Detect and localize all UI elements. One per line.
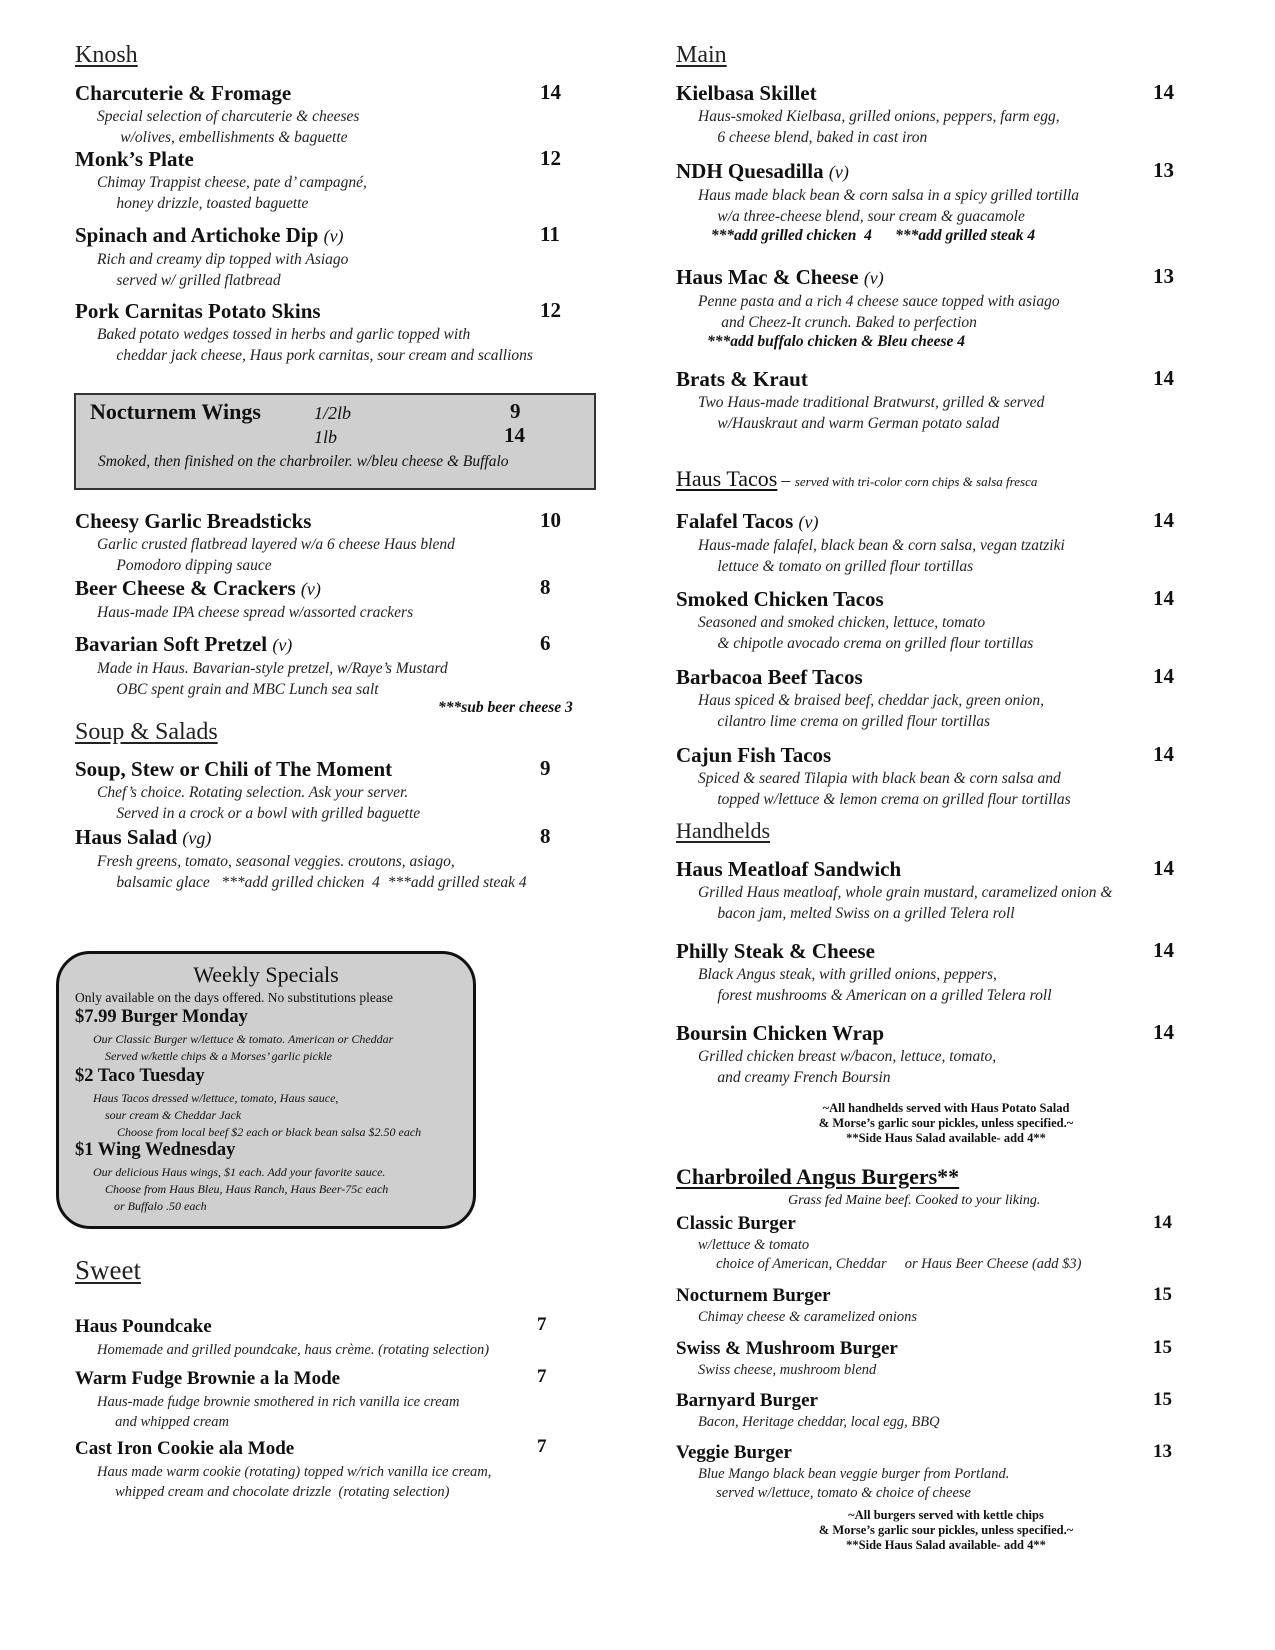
menu-item bbox=[676, 1389, 1196, 1432]
item-desc: Homemade and grilled poundcake, haus crème. (rotating selection) bbox=[97, 1342, 490, 1358]
item-desc: Haus-made IPA cheese spread w/assorted crackers bbox=[97, 604, 414, 621]
item-desc: Baked potato wedges tossed in herbs and garlic topped with cheddar jack cheese, Haus pork carnitas, sour cream and scallions bbox=[97, 326, 533, 364]
item-desc: Haus-made falafel, black bean & corn salsa, vegan tzatziki lettuce & tomato on grilled flour tortillas bbox=[698, 537, 1065, 575]
weekly-specials-box bbox=[56, 951, 476, 1229]
item-desc: Fresh greens, tomato, seasonal veggies. croutons, asiago, balsamic glace ***add grilled chicken 4 ***add grilled steak 4 bbox=[97, 853, 527, 891]
item-note: ***sub beer cheese 3 bbox=[438, 699, 573, 716]
item-price: 14 bbox=[1153, 1020, 1174, 1044]
item-tag: (vg) bbox=[182, 828, 212, 848]
item-price: 7 bbox=[537, 1436, 547, 1457]
item-name: Nocturnem Burger bbox=[676, 1285, 831, 1306]
item-desc: Black Angus steak, with grilled onions, peppers, forest mushrooms & American on a grilled Telera roll bbox=[698, 966, 1052, 1004]
menu-item bbox=[676, 264, 1196, 351]
item-price: 14 bbox=[1153, 742, 1174, 766]
item-name: Kielbasa Skillet bbox=[676, 81, 817, 105]
item-name: Haus Poundcake bbox=[75, 1316, 212, 1337]
menu-item bbox=[75, 222, 595, 291]
item-name: Beer Cheese & Crackers (v) bbox=[75, 576, 321, 600]
item-price: 6 bbox=[540, 631, 551, 655]
section-title-handhelds: Handhelds bbox=[676, 818, 771, 843]
section-title-tacos: Haus Tacos bbox=[676, 466, 778, 491]
item-price: 11 bbox=[540, 222, 560, 246]
handhelds-note: ~All handhelds served with Haus Potato Salad & Morse’s garlic sour pickles, unless specified.~ **Side Haus Salad available- add 4** bbox=[818, 1101, 1074, 1145]
item-price: 14 bbox=[1153, 1212, 1172, 1233]
special-day-name: $7.99 Burger Monday bbox=[75, 1007, 248, 1027]
item-desc: Made in Haus. Bavarian-style pretzel, w/Raye’s Mustard OBC spent grain and MBC Lunch sea salt bbox=[97, 660, 448, 698]
item-price: 14 bbox=[540, 80, 561, 104]
item-name: Swiss & Mushroom Burger bbox=[676, 1338, 898, 1359]
item-desc: Penne pasta and a rich 4 cheese sauce topped with asiago and Cheez-It crunch. Baked to perfection bbox=[698, 293, 1060, 331]
section-title-knosh: Knosh bbox=[75, 42, 138, 68]
menu-item bbox=[676, 1020, 1196, 1088]
wings-price-half: 9 bbox=[510, 399, 521, 423]
item-desc: Seasoned and smoked chicken, lettuce, tomato & chipotle avocado crema on grilled flour tortillas bbox=[698, 614, 1034, 652]
item-price: 14 bbox=[1153, 664, 1174, 688]
wings-price-full: 14 bbox=[504, 423, 525, 447]
menu-item bbox=[676, 1284, 1196, 1327]
item-desc: Grilled chicken breast w/bacon, lettuce, tomato, and creamy French Boursin bbox=[698, 1048, 997, 1086]
item-name: Philly Steak & Cheese bbox=[676, 939, 875, 963]
menu-item bbox=[75, 631, 595, 716]
item-price: 12 bbox=[540, 146, 561, 170]
item-name: Warm Fudge Brownie a la Mode bbox=[75, 1368, 341, 1389]
item-name: Boursin Chicken Wrap bbox=[676, 1021, 885, 1045]
item-price: 8 bbox=[540, 824, 551, 848]
menu-item bbox=[75, 1366, 595, 1432]
item-desc: Haus made warm cookie (rotating) topped w/rich vanilla ice cream, whipped cream and chocolate drizzle (rotating selection) bbox=[97, 1464, 492, 1500]
menu-item bbox=[676, 664, 1196, 732]
item-desc: Special selection of charcuterie & cheeses w/olives, embellishments & baguette bbox=[97, 108, 360, 146]
menu-item bbox=[676, 366, 1196, 434]
section-subtitle-tacos: served with tri-color corn chips & salsa fresca bbox=[794, 474, 1038, 489]
item-price: 7 bbox=[537, 1366, 547, 1387]
menu-item bbox=[676, 1441, 1196, 1503]
item-name: Spinach and Artichoke Dip (v) bbox=[75, 223, 344, 247]
section-title-burgers: Charbroiled Angus Burgers** bbox=[676, 1164, 960, 1189]
menu-item bbox=[676, 158, 1196, 245]
menu-item bbox=[75, 1436, 595, 1502]
item-desc: Garlic crusted flatbread layered w/a 6 cheese Haus blend Pomodoro dipping sauce bbox=[97, 536, 455, 574]
item-name: Soup, Stew or Chili of The Moment bbox=[75, 757, 393, 781]
item-name: Bavarian Soft Pretzel (v) bbox=[75, 632, 293, 656]
item-price: 15 bbox=[1153, 1284, 1172, 1305]
item-desc: Haus-made fudge brownie smothered in rich vanilla ice cream and whipped cream bbox=[97, 1394, 460, 1430]
item-note: ***add grilled chicken 4 ***add grilled steak 4 bbox=[676, 227, 1036, 244]
section-subtitle-burgers: Grass fed Maine beef. Cooked to your liking. bbox=[788, 1193, 1041, 1208]
item-price: 7 bbox=[537, 1314, 547, 1335]
item-desc: Haus-smoked Kielbasa, grilled onions, peppers, farm egg, 6 cheese blend, baked in cast iron bbox=[698, 108, 1060, 146]
menu-item bbox=[676, 938, 1196, 1006]
item-name: Smoked Chicken Tacos bbox=[676, 587, 884, 611]
item-tag: (v) bbox=[272, 635, 293, 655]
item-tag: (v) bbox=[323, 226, 344, 246]
item-price: 14 bbox=[1153, 856, 1174, 880]
item-price: 13 bbox=[1153, 264, 1174, 288]
menu-item bbox=[676, 508, 1196, 577]
item-name: Charcuterie & Fromage bbox=[75, 81, 292, 105]
item-price: 15 bbox=[1153, 1337, 1172, 1358]
special-day-desc: Our delicious Haus wings, $1 each. Add your favorite sauce. Choose from Haus Bleu, Haus Ranch, Haus Beer-75c each or Buffalo .50 each bbox=[93, 1165, 389, 1213]
item-tag: (v) bbox=[300, 579, 321, 599]
wings-box bbox=[74, 393, 596, 490]
menu-item bbox=[676, 80, 1196, 148]
item-name: Haus Meatloaf Sandwich bbox=[676, 857, 902, 881]
item-desc: w/lettuce & tomato choice of American, Cheddar or Haus Beer Cheese (add $3) bbox=[698, 1237, 1082, 1272]
item-desc: Two Haus-made traditional Bratwurst, grilled & served w/Hauskraut and warm German potato salad bbox=[698, 394, 1045, 432]
item-price: 10 bbox=[540, 508, 561, 532]
item-desc: Chef’s choice. Rotating selection. Ask your server. Served in a crock or a bowl with grilled baguette bbox=[97, 784, 421, 822]
item-price: 14 bbox=[1153, 366, 1174, 390]
item-price: 13 bbox=[1153, 1441, 1172, 1462]
section-title-soup: Soup & Salads bbox=[75, 719, 218, 745]
item-price: 15 bbox=[1153, 1389, 1172, 1410]
item-desc: Swiss cheese, mushroom blend bbox=[698, 1362, 877, 1378]
menu-item bbox=[75, 298, 595, 366]
special-day-desc: Haus Tacos dressed w/lettuce, tomato, Haus sauce, sour cream & Cheddar Jack Choose from local beef $2 each or black bean salsa $2.50 each bbox=[93, 1091, 422, 1139]
item-name: Cast Iron Cookie ala Mode bbox=[75, 1438, 295, 1459]
wings-name: Nocturnem Wings bbox=[90, 399, 261, 424]
item-desc: Chimay Trappist cheese, pate d’ campagné, honey drizzle, toasted baguette bbox=[97, 174, 367, 212]
item-desc: Bacon, Heritage cheddar, local egg, BBQ bbox=[698, 1414, 940, 1430]
item-price: 8 bbox=[540, 575, 551, 599]
item-desc: Blue Mango black bean veggie burger from Portland. served w/lettuce, tomato & choice of cheese bbox=[698, 1466, 1010, 1501]
item-price: 14 bbox=[1153, 586, 1174, 610]
item-price: 9 bbox=[540, 756, 551, 780]
special-day-desc: Our Classic Burger w/lettuce & tomato. American or Cheddar Served w/kettle chips & a Morses’ garlic pickle bbox=[93, 1032, 394, 1063]
item-name: Haus Mac & Cheese (v) bbox=[676, 265, 884, 289]
menu-item bbox=[676, 1337, 1196, 1380]
item-name: NDH Quesadilla (v) bbox=[676, 159, 849, 183]
item-price: 13 bbox=[1153, 158, 1174, 182]
item-note: ***add buffalo chicken & Bleu cheese 4 bbox=[676, 333, 966, 350]
section-header-tacos: Haus Tacos – served with tri-color corn chips & salsa fresca bbox=[676, 466, 1038, 491]
wings-desc: Smoked, then finished on the charbroiler. w/bleu cheese & Buffalo bbox=[98, 453, 509, 470]
menu-item bbox=[75, 575, 595, 623]
section-title-main: Main bbox=[676, 42, 727, 68]
menu-item bbox=[676, 742, 1196, 810]
item-desc: Chimay cheese & caramelized onions bbox=[698, 1309, 918, 1325]
item-name: Barnyard Burger bbox=[676, 1390, 818, 1411]
section-title-sweet: Sweet bbox=[75, 1255, 141, 1285]
item-price: 14 bbox=[1153, 938, 1174, 962]
menu-item bbox=[75, 146, 595, 214]
item-name: Veggie Burger bbox=[676, 1442, 792, 1463]
item-name: Cajun Fish Tacos bbox=[676, 743, 832, 767]
item-price: 12 bbox=[540, 298, 561, 322]
item-name: Monk’s Plate bbox=[75, 147, 194, 171]
menu-item bbox=[75, 508, 595, 576]
menu-item bbox=[676, 856, 1196, 924]
item-tag: (v) bbox=[828, 162, 849, 182]
item-price: 14 bbox=[1153, 80, 1174, 104]
item-name: Pork Carnitas Potato Skins bbox=[75, 299, 321, 323]
specials-subtitle: Only available on the days offered. No substitutions please bbox=[75, 990, 394, 1005]
menu-item bbox=[75, 756, 595, 824]
menu-item bbox=[75, 80, 595, 148]
menu-item bbox=[676, 1212, 1196, 1274]
item-name: Cheesy Garlic Breadsticks bbox=[75, 509, 312, 533]
item-name: Classic Burger bbox=[676, 1213, 796, 1234]
menu-item bbox=[676, 586, 1196, 654]
item-name: Haus Salad (vg) bbox=[75, 825, 212, 849]
item-desc: Grilled Haus meatloaf, whole grain mustard, caramelized onion & bacon jam, melted Swiss on a grilled Telera roll bbox=[698, 884, 1113, 922]
item-desc: Haus made black bean & corn salsa in a spicy grilled tortilla w/a three-cheese blend, sour cream & guacamole bbox=[698, 187, 1080, 225]
burgers-note: ~All burgers served with kettle chips & Morse’s garlic sour pickles, unless specified.~ **Side Haus Salad available- add 4** bbox=[818, 1508, 1074, 1552]
item-tag: (v) bbox=[798, 512, 819, 532]
item-name: Falafel Tacos (v) bbox=[676, 509, 819, 533]
special-day-name: $2 Taco Tuesday bbox=[75, 1066, 205, 1086]
item-price: 14 bbox=[1153, 508, 1174, 532]
menu-item bbox=[75, 1314, 595, 1360]
wings-size-half: 1/2lb bbox=[314, 403, 352, 423]
item-name: Barbacoa Beef Tacos bbox=[676, 665, 863, 689]
item-desc: Spiced & seared Tilapia with black bean & corn salsa and topped w/lettuce & lemon crema on grilled flour tortillas bbox=[698, 770, 1071, 808]
specials-title: Weekly Specials bbox=[193, 962, 339, 987]
wings-size-full: 1lb bbox=[314, 427, 338, 447]
item-desc: Rich and creamy dip topped with Asiago served w/ grilled flatbread bbox=[97, 251, 349, 289]
menu-item bbox=[75, 824, 595, 893]
special-day-name: $1 Wing Wednesday bbox=[75, 1140, 236, 1160]
item-desc: Haus spiced & braised beef, cheddar jack, green onion, cilantro lime crema on grilled flour tortillas bbox=[698, 692, 1044, 730]
item-tag: (v) bbox=[863, 268, 884, 288]
item-name: Brats & Kraut bbox=[676, 367, 808, 391]
